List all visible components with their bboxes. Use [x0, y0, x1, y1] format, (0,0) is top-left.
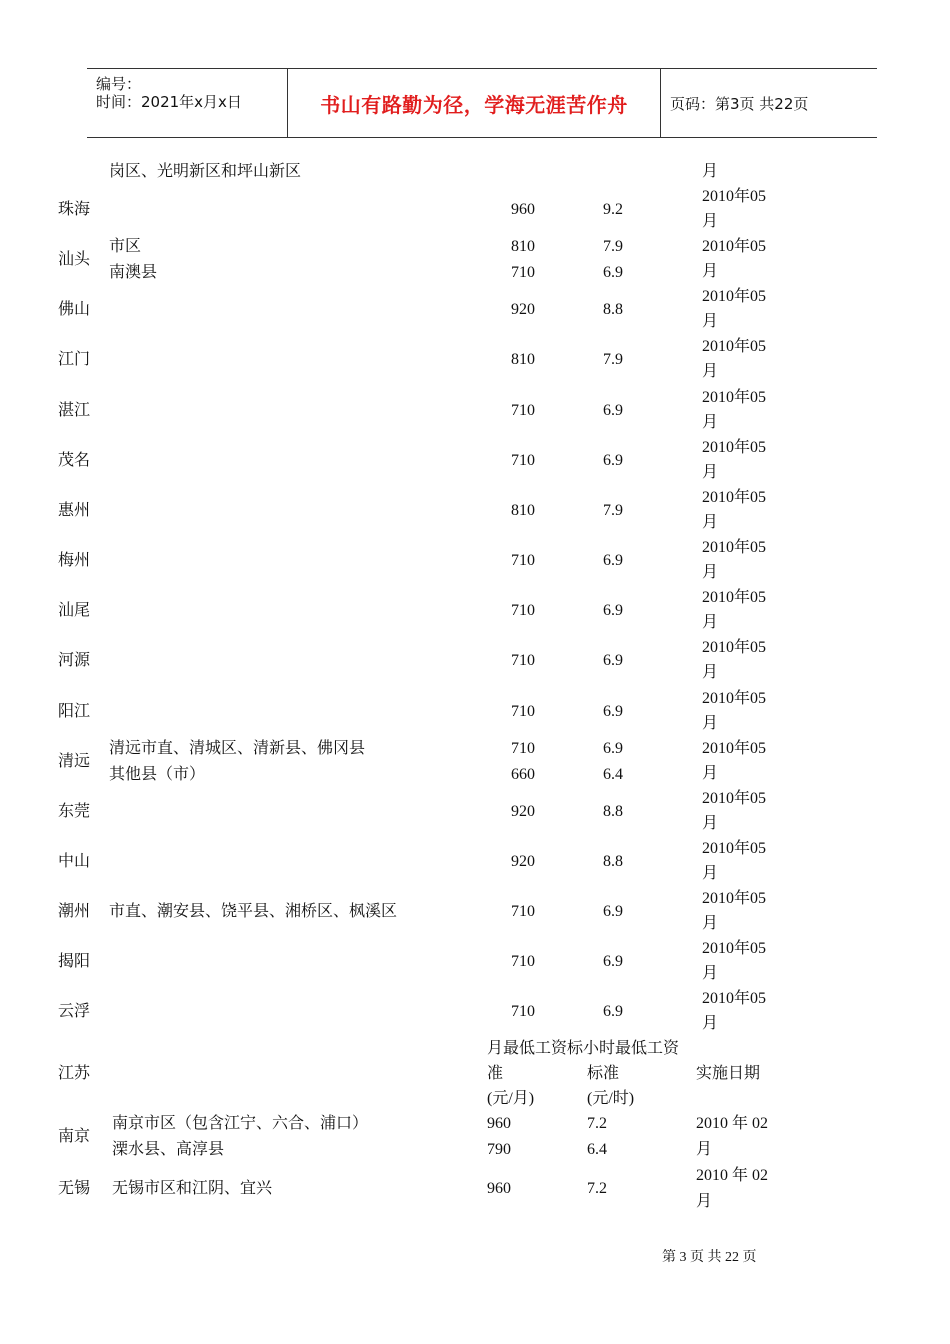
effective-date-month: 月 — [702, 213, 719, 230]
effective-date: 2010年05 — [702, 238, 767, 256]
hourly-wage: 6.4 — [587, 1141, 607, 1158]
hourly-wage: 8.8 — [603, 301, 623, 319]
effective-date: 2010年05 — [702, 990, 767, 1008]
monthly-wage: 920 — [511, 802, 535, 820]
effective-date: 2010年05 — [702, 288, 767, 306]
effective-date: 2010 年 02 — [696, 1167, 769, 1184]
hourly-wage: 6.9 — [603, 1003, 623, 1021]
column-header: (元/时) — [587, 1090, 635, 1107]
page-header — [87, 68, 877, 138]
page-footer: 第 3 页 共 22 页 — [662, 1250, 757, 1265]
monthly-wage: 790 — [487, 1141, 511, 1158]
effective-date-month: 月 — [696, 1141, 713, 1158]
monthly-wage: 710 — [511, 702, 535, 720]
city-name: 南京 — [58, 1128, 91, 1145]
monthly-wage: 960 — [487, 1180, 511, 1197]
effective-date: 2010年05 — [702, 488, 767, 506]
hourly-wage: 8.8 — [603, 852, 623, 870]
monthly-wage: 710 — [511, 451, 535, 469]
region-text: 溧水县、高淳县 — [112, 1141, 225, 1158]
effective-date: 2010年05 — [702, 689, 767, 707]
region-text: 无锡市区和江阴、宜兴 — [112, 1180, 273, 1197]
effective-date-month: 月 — [702, 664, 719, 682]
city-name: 阳江 — [58, 702, 91, 720]
hourly-wage: 6.9 — [603, 903, 623, 921]
header-page-label: 页码：第3页 共22页 — [670, 94, 809, 113]
effective-date-month: 月 — [696, 1193, 713, 1210]
hourly-wage: 6.9 — [603, 401, 623, 419]
hourly-wage: 9.2 — [603, 201, 623, 218]
city-name: 东莞 — [58, 802, 91, 820]
effective-date: 2010年05 — [702, 539, 767, 557]
monthly-wage: 710 — [511, 602, 535, 620]
city-name: 江门 — [58, 351, 91, 369]
effective-date-month: 月 — [702, 864, 719, 882]
effective-date-month: 月 — [702, 965, 719, 983]
monthly-wage: 710 — [511, 652, 535, 670]
city-name: 汕尾 — [58, 602, 91, 620]
monthly-wage: 710 — [511, 739, 535, 757]
column-header: 准 — [487, 1065, 504, 1082]
hourly-wage: 6.4 — [603, 765, 623, 783]
effective-date: 2010年05 — [702, 338, 767, 356]
effective-date-month: 月 — [702, 1015, 719, 1033]
column-header: 月最低工资标小时最低工资 — [487, 1040, 680, 1057]
effective-date: 2010年05 — [702, 739, 767, 757]
hourly-wage: 6.9 — [603, 953, 623, 971]
province-name: 江苏 — [58, 1065, 91, 1082]
hourly-wage: 6.9 — [603, 552, 623, 570]
monthly-wage: 810 — [511, 238, 535, 256]
city-name: 佛山 — [58, 301, 91, 319]
monthly-wage: 710 — [511, 953, 535, 971]
monthly-wage: 710 — [511, 552, 535, 570]
effective-date-month: 月 — [702, 814, 719, 832]
effective-date: 2010 年 02 — [696, 1115, 769, 1132]
hourly-wage: 6.9 — [603, 602, 623, 620]
effective-date: 2010年05 — [702, 940, 767, 958]
effective-date-month: 月 — [702, 714, 719, 732]
hourly-wage: 7.9 — [603, 351, 623, 369]
monthly-wage: 710 — [511, 903, 535, 921]
city-name: 潮州 — [58, 903, 91, 921]
city-name: 中山 — [58, 852, 91, 870]
city-name: 茂名 — [58, 451, 91, 469]
effective-date-month: 月 — [702, 263, 719, 281]
city-name: 清远 — [58, 752, 91, 770]
region-text: 其他县（市） — [109, 765, 206, 783]
monthly-wage: 660 — [511, 765, 535, 783]
column-header: (元/月) — [487, 1090, 535, 1107]
effective-date: 2010年05 — [702, 839, 767, 857]
effective-date-month: 月 — [702, 413, 719, 431]
hourly-wage: 6.9 — [603, 451, 623, 469]
effective-date: 2010年05 — [702, 438, 767, 456]
monthly-wage: 810 — [511, 351, 535, 369]
header-slogan: 书山有路勤为径，学海无涯苦作舟 — [320, 92, 628, 117]
city-name: 珠海 — [58, 201, 91, 218]
region-text: 岗区、光明新区和坪山新区 — [109, 163, 302, 180]
effective-date: 2010年05 — [702, 639, 767, 657]
city-name: 梅州 — [58, 552, 91, 570]
effective-date-month: 月 — [702, 463, 719, 481]
effective-date: 2010年05 — [702, 890, 767, 908]
header-number-label: 编号： — [96, 75, 142, 93]
hourly-wage: 7.2 — [587, 1180, 607, 1197]
monthly-wage: 920 — [511, 301, 535, 319]
city-name: 汕头 — [58, 251, 91, 269]
region-text: 南京市区（包含江宁、六合、浦口） — [112, 1115, 369, 1132]
effective-date: 2010年05 — [702, 589, 767, 607]
region-text: 市区 — [109, 238, 142, 256]
effective-date-month: 月 — [702, 313, 719, 331]
hourly-wage: 6.9 — [603, 652, 623, 670]
monthly-wage: 960 — [511, 201, 535, 218]
effective-date-month: 月 — [702, 163, 719, 180]
monthly-wage: 810 — [511, 501, 535, 519]
hourly-wage: 6.9 — [603, 264, 623, 282]
monthly-wage: 710 — [511, 401, 535, 419]
monthly-wage: 960 — [487, 1115, 511, 1132]
effective-date-month: 月 — [702, 614, 719, 632]
effective-date-month: 月 — [702, 564, 719, 582]
hourly-wage: 6.9 — [603, 702, 623, 720]
effective-date-month: 月 — [702, 764, 719, 782]
region-text: 清远市直、清城区、清新县、佛冈县 — [109, 739, 366, 757]
hourly-wage: 6.9 — [603, 739, 623, 757]
column-header: 标准 — [587, 1065, 620, 1082]
effective-date: 2010年05 — [702, 188, 767, 205]
hourly-wage: 7.9 — [603, 238, 623, 256]
monthly-wage: 710 — [511, 1003, 535, 1021]
city-name: 揭阳 — [58, 953, 91, 971]
monthly-wage: 710 — [511, 264, 535, 282]
city-name: 湛江 — [58, 401, 91, 419]
region-text: 市直、潮安县、饶平县、湘桥区、枫溪区 — [109, 903, 398, 921]
header-time-label: 时间：2021年x月x日 — [96, 93, 242, 111]
hourly-wage: 7.9 — [603, 501, 623, 519]
hourly-wage: 7.2 — [587, 1115, 607, 1132]
header-slogan-cell — [288, 69, 661, 137]
city-name: 惠州 — [58, 501, 91, 519]
effective-date-month: 月 — [702, 513, 719, 531]
column-header: 实施日期 — [696, 1065, 761, 1082]
region-text: 南澳县 — [109, 264, 158, 282]
header-page-cell — [661, 69, 877, 137]
effective-date-month: 月 — [702, 363, 719, 381]
hourly-wage: 8.8 — [603, 802, 623, 820]
city-name: 无锡 — [58, 1180, 91, 1197]
effective-date-month: 月 — [702, 915, 719, 933]
effective-date: 2010年05 — [702, 388, 767, 406]
effective-date: 2010年05 — [702, 789, 767, 807]
city-name: 云浮 — [58, 1003, 91, 1021]
city-name: 河源 — [58, 652, 91, 670]
header-left-cell — [87, 69, 288, 137]
monthly-wage: 920 — [511, 852, 535, 870]
